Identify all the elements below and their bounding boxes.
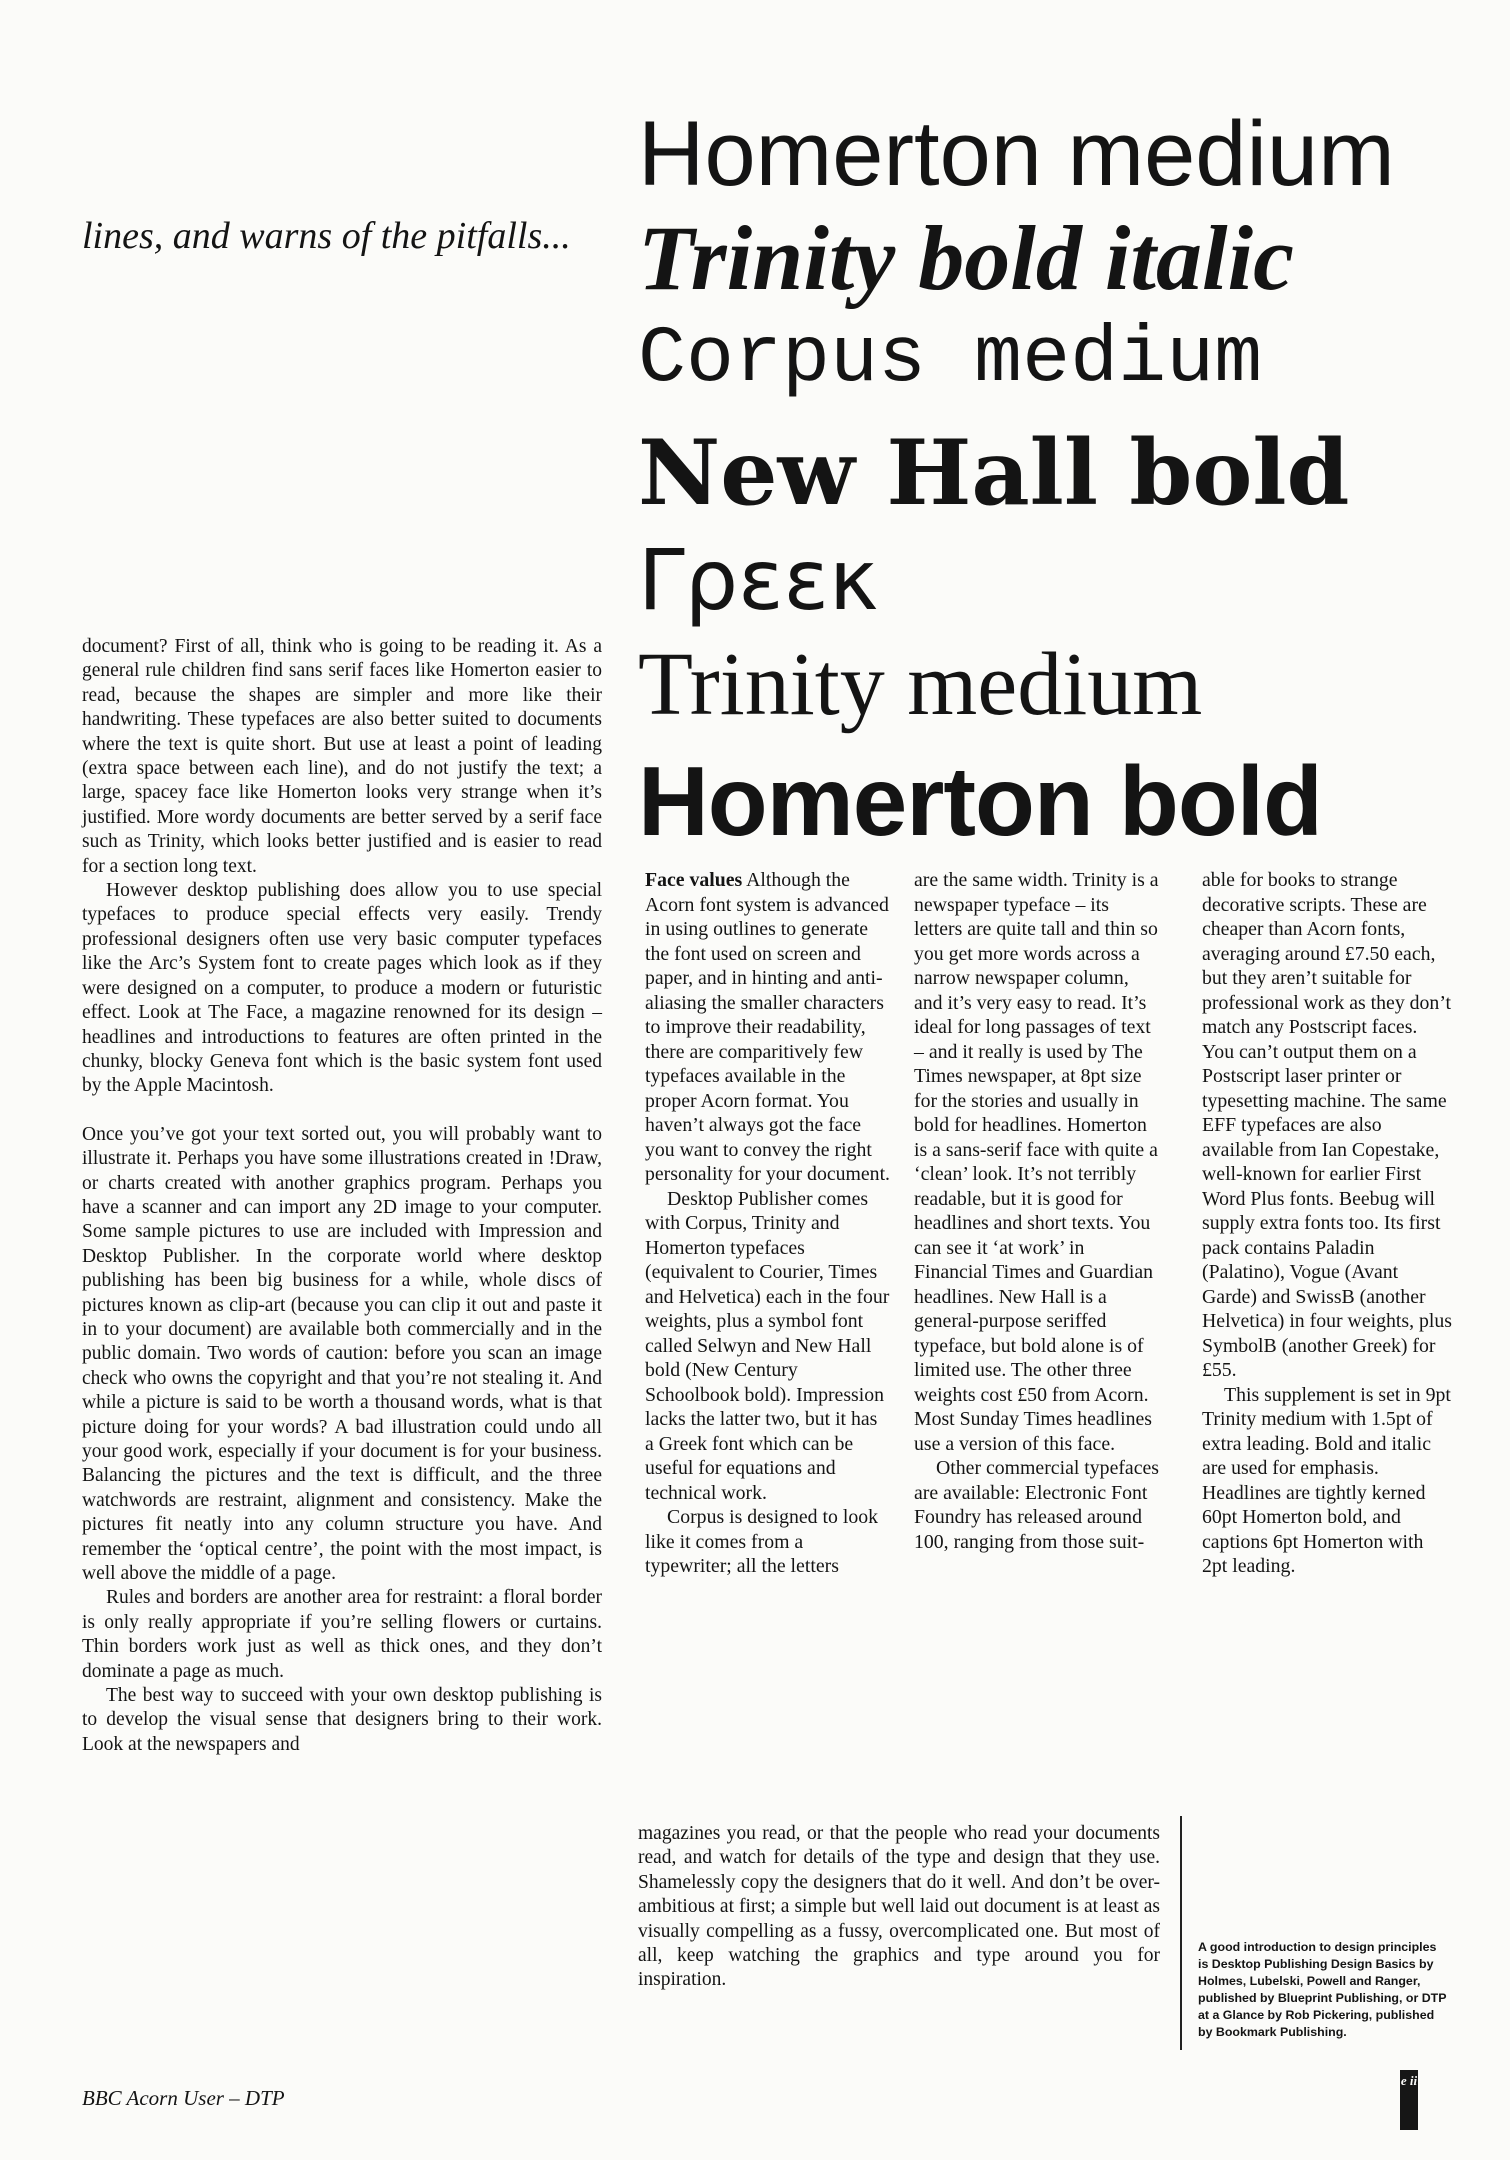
sidebar-column-3 [1202,868,1452,1579]
column-rule [1180,1816,1182,2050]
article-tagline: lines, and warns of the pitfalls... [82,215,571,257]
paragraph: The best way to succeed with your own desktop publishing is to develop the visual sense that designers bring to their work. Look at the newspapers and [82,1685,602,1755]
page-badge: e ii [1400,2070,1418,2130]
paragraph: However desktop publishing does allow you to use special typefaces to produce special effects very easily. Trendy professional designers often use very basic computer typefaces like the Arc’s System font to create pages which look as if they were designed on a computer, to produce a modern or futuristic effect. Look at The Face, a magazine renowned for its design – headlines and introductions to features are often printed in the chunky, blocky Geneva font which is the basic system font used by the Apple Macintosh. [82,880,602,1097]
article-left-column [82,635,602,1757]
paragraph [645,868,890,1187]
font-sample-corpus-medium: Corpus medium [638,314,1263,405]
font-sample-greek: Γρεεκ [638,531,879,629]
paragraph: are the same width. Trinity is a newspaper typeface – its letters are quite tall and thin so you get more words across a narrow newspaper column, and it’s very easy to read. It’s ideal for long passages of text – and it really is used by The Times newspaper, at 8pt size for the stories and usually in bold for headlines. Homerton is a sans-serif face with quite a ‘clean’ look. It’s not terribly readable, but it is good for headlines and short texts. You can see it ‘at work’ in Financial Times and Guardian headlines. New Hall is a general-purpose seriffed typeface, but bold alone is of limited use. The other three weights cost £50 from Acorn. Most Sunday Times headlines use a version of this face. [914,869,1159,1455]
paragraph: document? First of all, think who is going to be reading it. As a general rule children find sans serif faces like Homerton easier to read, because the shapes are simpler and more like their handwriting. These typefaces are also better suited to documents where the text is quite short. But use at least a point of leading (extra space between each line), and do not justify the text; a large, spacey face like Homerton looks very strange when it’s justified. More wordy documents are better served by a serif face such as Trinity, which looks better justified and is easier to read for a section long text. [82,636,602,877]
font-sample-homerton-medium: Homerton medium [638,103,1395,205]
sidebar-column-1 [645,868,890,1579]
paragraph: Rules and borders are another area for restraint: a floral border is only really appropriate if you’re selling flowers or curtains. Thin borders work just as well as thick ones, and they don’t dominate a page as much. [82,1587,602,1682]
font-sample-trinity-bold-italic: Trinity bold italic [638,207,1294,309]
sidebar-heading: Face values [645,869,743,891]
sidebar-column-2 [914,868,1162,1554]
article-continuation [638,1822,1160,1993]
paragraph: magazines you read, or that the people who read your documents read, and watch for details of the type and design that they use. Shamelessly copy the designers that do it well. And don’t be over-ambitious at first; a simple but well laid out document is at least as visually compelling as a fussy, overcomplicated one. But most of all, keep watching the graphics and type around you for inspiration. [638,1823,1160,1991]
reading-caption: A good introduction to design principles is Desktop Publishing Design Basics by Holmes, Lubelski, Powell and Ranger, published by Blueprint Publishing, or DTP at a Glance by Rob Pickering, published by Bookmark Publishing. [1198,1940,1447,2039]
running-footer: BBC Acorn User – DTP [82,2086,285,2110]
font-sample-homerton-bold: Homerton bold [638,746,1322,856]
paragraph: Corpus is designed to look like it comes from a typewriter; all the letters [645,1506,878,1577]
paragraph: able for books to strange decorative scripts. These are cheaper than Acorn fonts, averaging around £7.50 each, but they aren’t suitable for professional work as they don’t match any Postscript faces. You can’t output them on a Postscript laser printer or typesetting machine. The same EFF typefaces are also available from Ian Copestake, well-known for earlier First Word Plus fonts. Beebug will supply extra fonts too. Its first pack contains Paladin (Palatino), Vogue (Avant Garde) and SwissB (another Helvetica) in four weights, plus SymbolB (another Greek) for £55. [1202,869,1452,1381]
paragraph: Once you’ve got your text sorted out, you will probably want to illustrate it. Perhaps you have some illustrations created in !Draw, or charts created with another graphics program. Perhaps you have a scanner and can import any 2D image to your computer. Some sample pictures to use are included with Impression and Desktop Publisher. In the corporate world where desktop publishing has been big business for a while, whole discs of pictures known as clip-art (because you can clip it out and paste it in to your document) are available both commercially and in the public domain. Two words of caution: before you scan an image check who owns the copyright and that you’re not stealing it. And while a picture is said to be worth a thousand words, what is that picture doing for your words? A bad illustration could undo all your good work, especially if your document is for your business. Balancing the pictures and the text is difficult, and the three watchwords are restraint, alignment and consistency. Make the pictures fit neatly into any column structure you have. And remember the ‘optical centre’, the point with the most impact, is well above the middle of a page. [82,1123,602,1585]
paragraph: Other commercial typefaces are available: Electronic Font Foundry has released around 100, ranging from those suit- [914,1457,1159,1553]
paragraph: Desktop Publisher comes with Corpus, Trinity and Homerton typefaces (equivalent to Courier, Times and Helvetica) each in the four weights, plus a symbol font called Selwyn and New Hall bold (New Century Schoolbook bold). Impression lacks the latter two, but it has a Greek font which can be useful for equations and technical work. [645,1187,890,1504]
paragraph: This supplement is set in 9pt Trinity medium with 1.5pt of extra leading. Bold and italic are used for emphasis. Headlines are tightly kerned 60pt Homerton bold, and captions 6pt Homerton with 2pt leading. [1202,1383,1451,1577]
font-sample-trinity-medium: Trinity medium [638,635,1203,734]
font-sample-new-hall-bold: New Hall bold [638,420,1350,526]
paragraph-text: Although the Acorn font system is advanced in using outlines to generate the font used on screen and paper, and in hinting and anti-aliasing the smaller characters to improve their readability, there are comparitively few typefaces available in the proper Acorn format. You haven’t always got the face you want to convey the right personality for your document. [645,869,891,1185]
